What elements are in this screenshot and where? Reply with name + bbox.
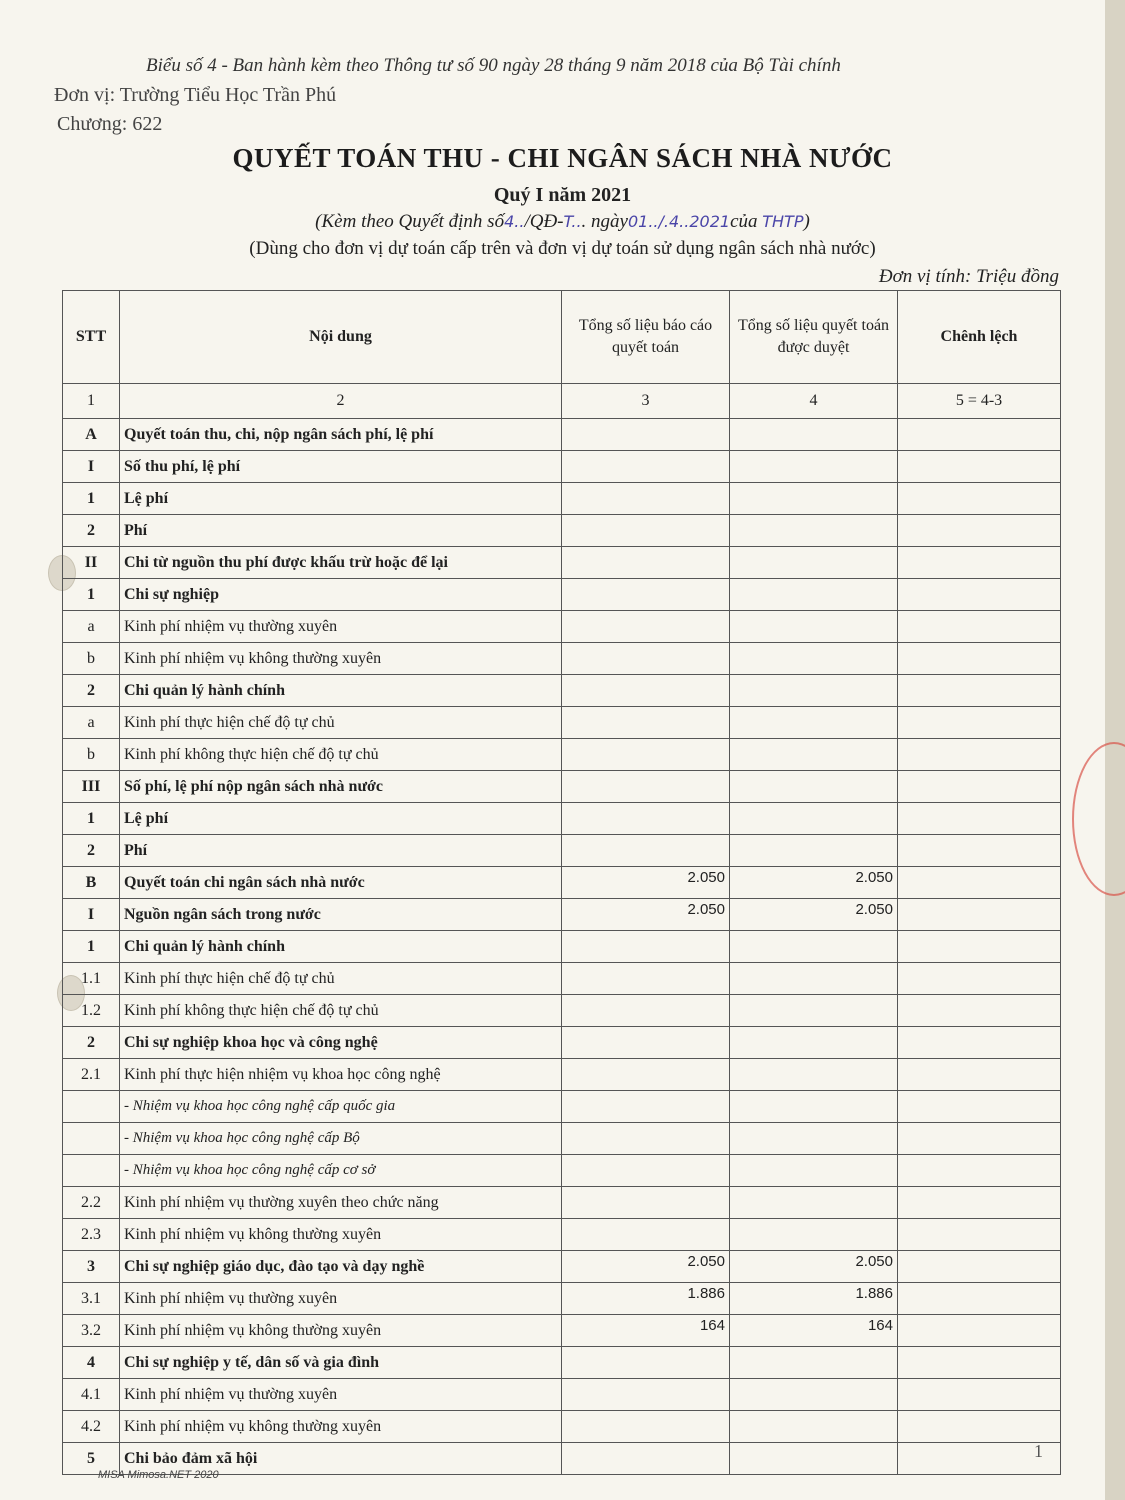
handwritten-code: T.. <box>563 212 582 231</box>
row-reported-value <box>562 1155 730 1187</box>
row-content: Kinh phí nhiệm vụ thường xuyên <box>120 1379 562 1411</box>
row-difference-value <box>898 1347 1061 1379</box>
row-content: Kinh phí không thực hiện chế độ tự chủ <box>120 739 562 771</box>
column-header-difference: Chênh lệch <box>898 291 1061 384</box>
row-reported-value <box>562 739 730 771</box>
row-approved-value <box>730 931 898 963</box>
row-reported-value <box>562 963 730 995</box>
row-stt: 2 <box>63 515 120 547</box>
row-stt: I <box>63 899 120 931</box>
row-reported-value <box>562 771 730 803</box>
row-reported-value <box>562 1059 730 1091</box>
handwritten-decision-number: 4.. <box>504 212 525 231</box>
table-row <box>63 1155 1061 1187</box>
currency-unit: Đơn vị tính: Triệu đồng <box>878 266 1059 287</box>
table-row <box>63 707 1061 739</box>
unit-name: Đơn vị: Trường Tiểu Học Trần Phú <box>54 84 337 106</box>
table-row <box>63 1251 1061 1283</box>
column-number: 3 <box>562 384 730 419</box>
row-content: Phí <box>120 515 562 547</box>
table-row <box>63 803 1061 835</box>
row-stt: a <box>63 707 120 739</box>
row-approved-value: 2.050 <box>730 899 898 931</box>
row-stt: 1.1 <box>63 963 120 995</box>
usage-note: (Dùng cho đơn vị dự toán cấp trên và đơn vị dự toán sử dụng ngân sách nhà nước) <box>249 238 876 259</box>
table-row <box>63 995 1061 1027</box>
legal-reference: Biểu số 4 - Ban hành kèm theo Thông tư số 90 ngày 28 tháng 9 năm 2018 của Bộ Tài chính <box>146 55 841 76</box>
row-reported-value <box>562 675 730 707</box>
row-content: Kinh phí không thực hiện chế độ tự chủ <box>120 995 562 1027</box>
table-row <box>63 579 1061 611</box>
table-row <box>63 451 1061 483</box>
row-difference-value <box>898 675 1061 707</box>
row-difference-value <box>898 1155 1061 1187</box>
row-difference-value <box>898 483 1061 515</box>
row-content: Lệ phí <box>120 483 562 515</box>
row-difference-value <box>898 1411 1061 1443</box>
row-reported-value <box>562 1411 730 1443</box>
column-number: 5 = 4-3 <box>898 384 1061 419</box>
row-content: Phí <box>120 835 562 867</box>
table-row <box>63 1123 1061 1155</box>
row-content: - Nhiệm vụ khoa học công nghệ cấp cơ sở <box>120 1155 562 1187</box>
row-difference-value <box>898 867 1061 899</box>
row-content: Chi quản lý hành chính <box>120 931 562 963</box>
row-reported-value <box>562 1379 730 1411</box>
row-difference-value <box>898 1283 1061 1315</box>
row-content: Kinh phí nhiệm vụ không thường xuyên <box>120 643 562 675</box>
table-row <box>63 931 1061 963</box>
row-content: Kinh phí nhiệm vụ thường xuyên <box>120 1283 562 1315</box>
table-row <box>63 963 1061 995</box>
row-difference-value <box>898 931 1061 963</box>
table-row <box>63 1411 1061 1443</box>
table-row <box>63 739 1061 771</box>
handwritten-organization: THTP <box>762 212 804 231</box>
table-row <box>63 1283 1061 1315</box>
row-difference-value <box>898 1379 1061 1411</box>
row-reported-value <box>562 835 730 867</box>
row-approved-value <box>730 483 898 515</box>
row-stt <box>63 1123 120 1155</box>
row-difference-value <box>898 451 1061 483</box>
row-stt: 4 <box>63 1347 120 1379</box>
row-stt: b <box>63 643 120 675</box>
row-stt: 3.1 <box>63 1283 120 1315</box>
row-difference-value <box>898 1219 1061 1251</box>
row-approved-value: 2.050 <box>730 1251 898 1283</box>
row-difference-value <box>898 1187 1061 1219</box>
row-stt: 2 <box>63 1027 120 1059</box>
row-difference-value <box>898 899 1061 931</box>
row-reported-value <box>562 1027 730 1059</box>
row-reported-value <box>562 483 730 515</box>
table-row <box>63 1347 1061 1379</box>
table-row <box>63 483 1061 515</box>
row-approved-value <box>730 1027 898 1059</box>
row-difference-value <box>898 1091 1061 1123</box>
row-difference-value <box>898 707 1061 739</box>
table-row <box>63 1059 1061 1091</box>
page-number: 1 <box>1034 1441 1043 1461</box>
row-reported-value <box>562 419 730 451</box>
row-stt: 1 <box>63 931 120 963</box>
row-content: Kinh phí thực hiện chế độ tự chủ <box>120 963 562 995</box>
row-reported-value <box>562 1219 730 1251</box>
column-number: 1 <box>63 384 120 419</box>
row-approved-value <box>730 963 898 995</box>
row-stt: 1 <box>63 483 120 515</box>
column-number: 4 <box>730 384 898 419</box>
row-reported-value: 2.050 <box>562 899 730 931</box>
row-approved-value <box>730 1059 898 1091</box>
row-stt: II <box>63 547 120 579</box>
row-reported-value: 164 <box>562 1315 730 1347</box>
row-approved-value <box>730 1091 898 1123</box>
handwritten-date: 01../.4..2021 <box>627 212 731 231</box>
row-difference-value <box>898 739 1061 771</box>
row-reported-value <box>562 1187 730 1219</box>
column-header-approved: Tổng số liệu quyết toán được duyệt <box>730 291 898 384</box>
row-stt: 3.2 <box>63 1315 120 1347</box>
column-header-reported: Tổng số liệu báo cáo quyết toán <box>562 291 730 384</box>
row-approved-value: 164 <box>730 1315 898 1347</box>
row-stt: a <box>63 611 120 643</box>
row-approved-value <box>730 1187 898 1219</box>
software-footer: MISA Mimosa.NET 2020 <box>98 1469 219 1481</box>
table-row <box>63 611 1061 643</box>
row-stt: 1 <box>63 803 120 835</box>
column-header-content: Nội dung <box>120 291 562 384</box>
row-content: Chi bảo đảm xã hội <box>120 1443 562 1475</box>
row-stt: b <box>63 739 120 771</box>
row-reported-value <box>562 547 730 579</box>
row-content: Chi sự nghiệp khoa học và công nghệ <box>120 1027 562 1059</box>
table-row <box>63 1091 1061 1123</box>
row-content: Kinh phí nhiệm vụ không thường xuyên <box>120 1411 562 1443</box>
row-approved-value <box>730 1411 898 1443</box>
row-stt: 2.1 <box>63 1059 120 1091</box>
row-content: Lệ phí <box>120 803 562 835</box>
attached-decision: (Kèm theo Quyết định số4../QĐ-T... ngày01../.4..2021của THTP) <box>315 211 810 232</box>
column-header-stt: STT <box>63 291 120 384</box>
budget-settlement-table <box>62 290 1061 1475</box>
row-approved-value <box>730 643 898 675</box>
row-stt: 5 <box>63 1443 120 1475</box>
row-content: Kinh phí nhiệm vụ không thường xuyên <box>120 1315 562 1347</box>
row-reported-value <box>562 451 730 483</box>
table-row <box>63 675 1061 707</box>
row-approved-value <box>730 1123 898 1155</box>
row-stt: 2 <box>63 675 120 707</box>
row-reported-value: 2.050 <box>562 867 730 899</box>
table-row <box>63 1187 1061 1219</box>
chapter-code: Chương: 622 <box>57 113 163 135</box>
row-difference-value <box>898 835 1061 867</box>
row-stt: 3 <box>63 1251 120 1283</box>
table-row <box>63 899 1061 931</box>
row-difference-value <box>898 643 1061 675</box>
row-difference-value <box>898 803 1061 835</box>
row-stt: 4.2 <box>63 1411 120 1443</box>
row-difference-value <box>898 515 1061 547</box>
row-reported-value <box>562 643 730 675</box>
row-reported-value <box>562 1123 730 1155</box>
row-content: Số phí, lệ phí nộp ngân sách nhà nước <box>120 771 562 803</box>
table-row <box>63 419 1061 451</box>
table-row <box>63 771 1061 803</box>
row-content: - Nhiệm vụ khoa học công nghệ cấp Bộ <box>120 1123 562 1155</box>
table-row <box>63 1379 1061 1411</box>
table-row <box>63 547 1061 579</box>
row-difference-value <box>898 1315 1061 1347</box>
row-approved-value <box>730 1155 898 1187</box>
row-stt: 2.2 <box>63 1187 120 1219</box>
row-approved-value <box>730 995 898 1027</box>
row-reported-value <box>562 931 730 963</box>
table-row <box>63 867 1061 899</box>
row-approved-value <box>730 675 898 707</box>
row-reported-value <box>562 1091 730 1123</box>
row-reported-value <box>562 611 730 643</box>
row-difference-value <box>898 611 1061 643</box>
row-content: Chi từ nguồn thu phí được khấu trừ hoặc để lại <box>120 547 562 579</box>
row-approved-value <box>730 611 898 643</box>
row-reported-value <box>562 995 730 1027</box>
report-period: Quý I năm 2021 <box>493 184 632 206</box>
table-row <box>63 1027 1061 1059</box>
row-stt <box>63 1091 120 1123</box>
row-reported-value: 2.050 <box>562 1251 730 1283</box>
row-reported-value <box>562 1443 730 1475</box>
row-approved-value <box>730 547 898 579</box>
row-reported-value <box>562 579 730 611</box>
row-approved-value <box>730 451 898 483</box>
table-row <box>63 835 1061 867</box>
row-difference-value <box>898 547 1061 579</box>
row-content: Nguồn ngân sách trong nước <box>120 899 562 931</box>
row-stt: B <box>63 867 120 899</box>
row-difference-value <box>898 1251 1061 1283</box>
row-reported-value <box>562 515 730 547</box>
row-stt: I <box>63 451 120 483</box>
row-reported-value: 1.886 <box>562 1283 730 1315</box>
row-content: Kinh phí nhiệm vụ thường xuyên theo chức năng <box>120 1187 562 1219</box>
row-approved-value <box>730 803 898 835</box>
row-content: Số thu phí, lệ phí <box>120 451 562 483</box>
row-reported-value <box>562 707 730 739</box>
row-stt: 2.3 <box>63 1219 120 1251</box>
row-approved-value <box>730 739 898 771</box>
row-stt: 1 <box>63 579 120 611</box>
row-stt: 2 <box>63 835 120 867</box>
row-content: Kinh phí thực hiện nhiệm vụ khoa học công nghệ <box>120 1059 562 1091</box>
row-approved-value <box>730 835 898 867</box>
row-approved-value <box>730 515 898 547</box>
row-approved-value <box>730 1219 898 1251</box>
row-content: Quyết toán chi ngân sách nhà nước <box>120 867 562 899</box>
row-difference-value <box>898 963 1061 995</box>
row-approved-value <box>730 1347 898 1379</box>
row-content: Chi sự nghiệp y tế, dân số và gia đình <box>120 1347 562 1379</box>
column-number: 2 <box>120 384 562 419</box>
row-content: Chi sự nghiệp giáo dục, đào tạo và dạy nghề <box>120 1251 562 1283</box>
row-approved-value <box>730 771 898 803</box>
row-difference-value <box>898 579 1061 611</box>
row-content: Kinh phí nhiệm vụ thường xuyên <box>120 611 562 643</box>
row-content: Chi sự nghiệp <box>120 579 562 611</box>
row-stt: A <box>63 419 120 451</box>
row-stt: III <box>63 771 120 803</box>
row-approved-value <box>730 579 898 611</box>
table-row <box>63 1315 1061 1347</box>
row-difference-value <box>898 1059 1061 1091</box>
row-content: Chi quản lý hành chính <box>120 675 562 707</box>
row-content: Kinh phí thực hiện chế độ tự chủ <box>120 707 562 739</box>
row-difference-value <box>898 419 1061 451</box>
table-row <box>63 643 1061 675</box>
table-row <box>63 515 1061 547</box>
row-stt: 1.2 <box>63 995 120 1027</box>
row-approved-value <box>730 419 898 451</box>
row-reported-value <box>562 803 730 835</box>
row-approved-value: 1.886 <box>730 1283 898 1315</box>
row-reported-value <box>562 1347 730 1379</box>
row-difference-value <box>898 1123 1061 1155</box>
row-stt: 4.1 <box>63 1379 120 1411</box>
row-difference-value <box>898 1027 1061 1059</box>
row-difference-value <box>898 995 1061 1027</box>
row-approved-value <box>730 707 898 739</box>
page-title: QUYẾT TOÁN THU - CHI NGÂN SÁCH NHÀ NƯỚC <box>232 143 893 173</box>
row-difference-value <box>898 771 1061 803</box>
row-content: Quyết toán thu, chi, nộp ngân sách phí, lệ phí <box>120 419 562 451</box>
table-body <box>63 419 1061 1475</box>
row-stt <box>63 1155 120 1187</box>
row-approved-value <box>730 1379 898 1411</box>
row-content: Kinh phí nhiệm vụ không thường xuyên <box>120 1219 562 1251</box>
row-approved-value: 2.050 <box>730 867 898 899</box>
table-row <box>63 1219 1061 1251</box>
row-approved-value <box>730 1443 898 1475</box>
row-content: - Nhiệm vụ khoa học công nghệ cấp quốc gia <box>120 1091 562 1123</box>
